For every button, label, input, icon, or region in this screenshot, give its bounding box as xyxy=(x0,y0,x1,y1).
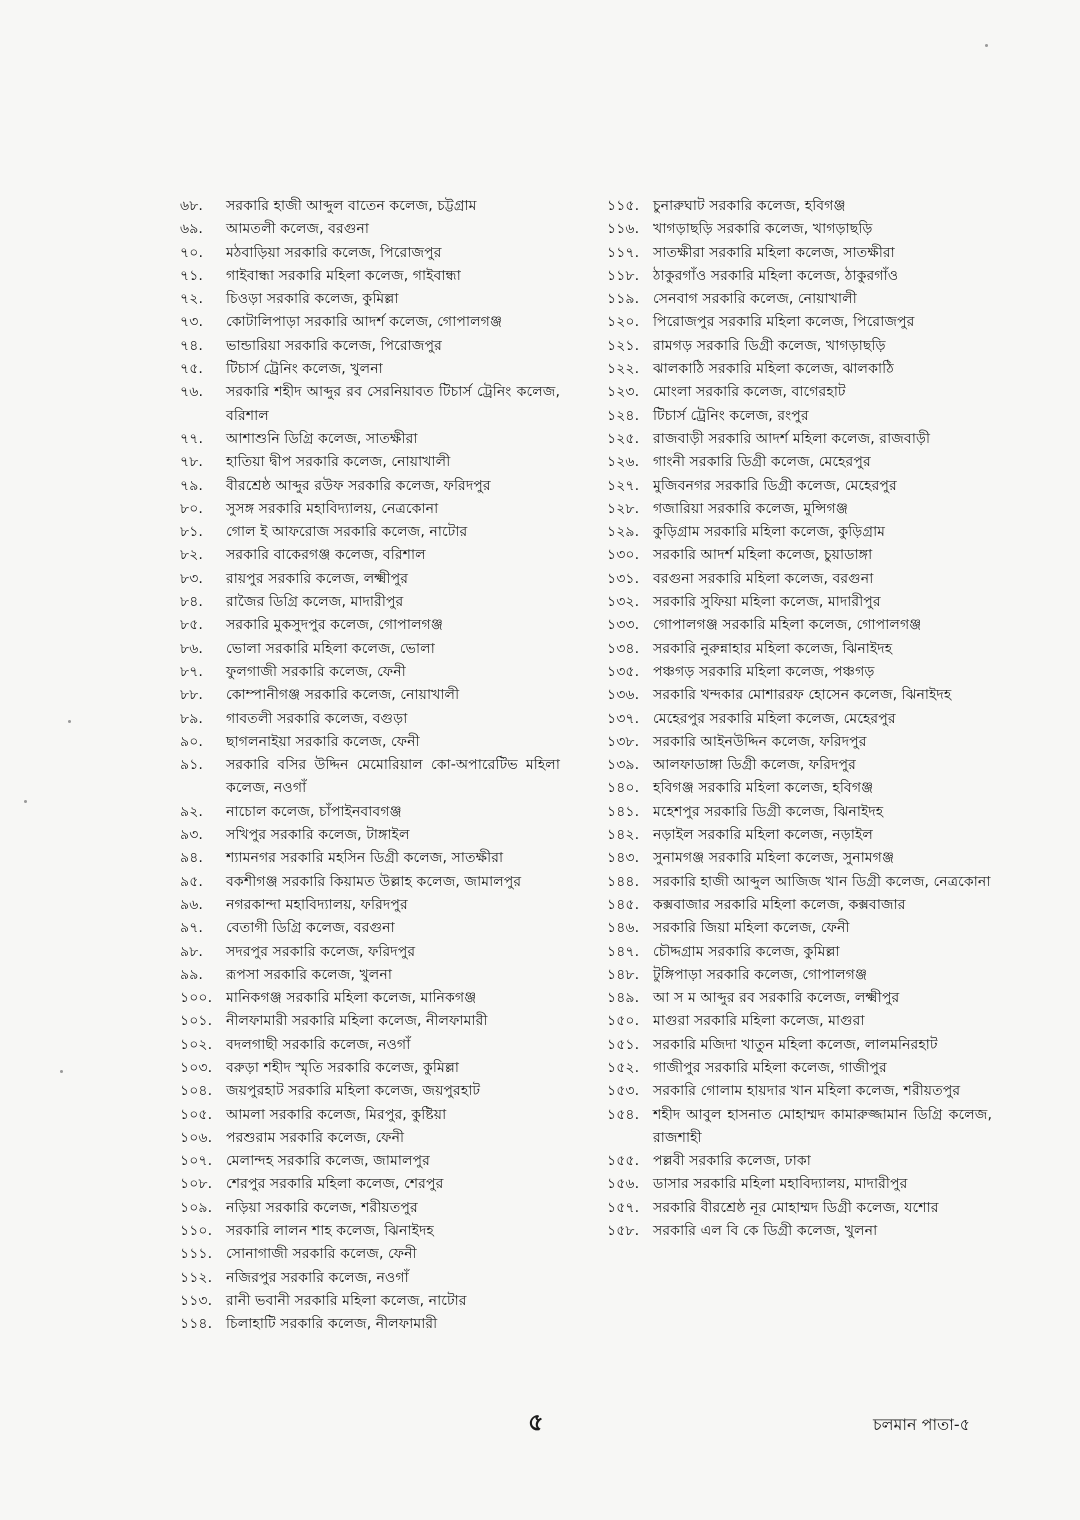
college-name: গোল ই আফরোজ সরকারি কলেজ, নাটোর xyxy=(226,524,468,541)
list-item-number: ৮১. xyxy=(180,524,203,541)
list-item xyxy=(607,1010,992,1033)
college-list-left xyxy=(180,195,560,1337)
list-item-number: ১৩১. xyxy=(607,570,640,587)
list-item-number: ১৩২. xyxy=(607,594,640,611)
college-name: চিলাহাটি সরকারি কলেজ, নীলফামারী xyxy=(226,1316,438,1333)
college-name: টিচার্স ট্রেনিং কলেজ, খুলনা xyxy=(226,361,383,378)
college-name: রামগড় সরকারি ডিগ্রী কলেজ, খাগড়াছড়ি xyxy=(653,337,886,354)
college-name: নড়িয়া সরকারি কলেজ, শরীয়তপুর xyxy=(226,1199,418,1216)
list-item xyxy=(607,1057,992,1080)
list-item xyxy=(607,754,992,777)
list-item-number: ১৫২. xyxy=(607,1059,640,1076)
college-name: সরকারি খন্দকার মোশাররফ হোসেন কলেজ, ঝিনাইদহ xyxy=(653,687,952,704)
list-item xyxy=(180,1034,560,1057)
list-item-number: ৭৯. xyxy=(180,477,203,494)
list-item-number: ৯১. xyxy=(180,757,203,774)
list-item xyxy=(180,358,560,381)
list-item-number: ৮৭. xyxy=(180,663,203,680)
list-item xyxy=(180,591,560,614)
college-name: সরকারি হাজী আব্দুল বাতেন কলেজ, চট্টগ্রাম xyxy=(226,198,477,214)
list-item-number: ১৫০. xyxy=(607,1013,640,1030)
list-item-number: ১৪৬. xyxy=(607,920,640,937)
list-item-number: ৮৩. xyxy=(180,570,203,587)
list-item-number: ১৩৫. xyxy=(607,663,640,680)
list-item xyxy=(607,1104,992,1151)
list-item xyxy=(607,521,992,544)
college-name: সরকারি এল বি কে ডিগ্রী কলেজ, খুলনা xyxy=(653,1223,878,1240)
list-item-number: ১৩৮. xyxy=(607,733,640,750)
list-item xyxy=(180,1104,560,1127)
list-item-number: ৯০. xyxy=(180,733,203,750)
list-item xyxy=(180,544,560,567)
college-name: মানিকগঞ্জ সরকারি মহিলা কলেজ, মানিকগঞ্জ xyxy=(226,990,477,1007)
list-item-number: ১৪৩. xyxy=(607,850,640,867)
scan-speck xyxy=(60,1070,63,1073)
list-item-number: ১০২. xyxy=(180,1036,213,1053)
list-item-number: ১২৯. xyxy=(607,524,640,541)
college-name: বেতাগী ডিগ্রি কলেজ, বরগুনা xyxy=(226,920,395,937)
list-item xyxy=(607,731,992,754)
college-name: সুনামগঞ্জ সরকারি মহিলা কলেজ, সুনামগঞ্জ xyxy=(653,850,895,867)
list-item xyxy=(607,311,992,334)
college-name: নগরকান্দা মহাবিদ্যালয়, ফরিদপুর xyxy=(226,896,408,913)
list-item-number: ১০৯. xyxy=(180,1199,213,1216)
list-item xyxy=(607,335,992,358)
college-name: পঞ্চগড় সরকারি মহিলা কলেজ, পঞ্চগড় xyxy=(653,663,875,680)
college-name: রাজবাড়ী সরকারি আদর্শ মহিলা কলেজ, রাজবাড়ী xyxy=(653,430,931,447)
list-item-number: ৮৯. xyxy=(180,710,203,727)
college-name: টিচার্স ট্রেনিং কলেজ, রংপুর xyxy=(653,407,809,424)
list-item-number: ১১২. xyxy=(180,1269,213,1286)
list-item xyxy=(180,754,560,801)
list-item-number: ১৪০. xyxy=(607,780,640,797)
list-item-number: ১০৮. xyxy=(180,1176,213,1193)
list-item xyxy=(607,195,992,218)
list-item-number: ১০০. xyxy=(180,990,213,1007)
college-name: সরকারি বাকেরগঞ্জ কলেজ, বরিশাল xyxy=(226,547,426,564)
college-name: কক্সবাজার সরকারি মহিলা কলেজ, কক্সবাজার xyxy=(653,896,906,913)
list-item-number: ১৩৬. xyxy=(607,687,640,704)
list-item-number: ৮৮. xyxy=(180,687,203,704)
list-item-number: ১৫৫. xyxy=(607,1153,640,1170)
list-item xyxy=(180,708,560,731)
list-item-number: ১৪৫. xyxy=(607,896,640,913)
college-name: কুড়িগ্রাম সরকারি মহিলা কলেজ, কুড়িগ্রাম xyxy=(653,524,886,541)
college-name: রায়পুর সরকারি কলেজ, লক্ষ্মীপুর xyxy=(226,570,409,587)
college-name: সরকারি আইনউদ্দিন কলেজ, ফরিদপুর xyxy=(653,733,867,750)
list-item xyxy=(180,475,560,498)
college-name: সরকারি বীরশ্রেষ্ঠ নূর মোহাম্মদ ডিগ্রী কলেজ, যশোর xyxy=(653,1199,939,1216)
list-item xyxy=(607,498,992,521)
list-item-number: ১২৭. xyxy=(607,477,640,494)
college-name: মোংলা সরকারি কলেজ, বাগেরহাট xyxy=(653,384,846,401)
college-name: ভোলা সরকারি মহিলা কলেজ, ভোলা xyxy=(226,640,435,657)
college-name: চৌদ্দগ্রাম সরকারি কলেজ, কুমিল্লা xyxy=(653,943,840,960)
list-item xyxy=(607,428,992,451)
list-item xyxy=(180,824,560,847)
list-item-number: ১০৬. xyxy=(180,1129,213,1146)
list-item xyxy=(180,917,560,940)
college-name: পল্লবী সরকারি কলেজ, ঢাকা xyxy=(653,1153,811,1170)
list-item-number: ১১৭. xyxy=(607,244,640,261)
list-item xyxy=(180,521,560,544)
list-item xyxy=(607,777,992,800)
list-item xyxy=(180,894,560,917)
college-name: আশাশুনি ডিগ্রি কলেজ, সাতক্ষীরা xyxy=(226,430,418,447)
list-item xyxy=(607,661,992,684)
list-item xyxy=(180,242,560,265)
list-item-number: ৮৪. xyxy=(180,594,203,611)
list-item-number: ৭৪. xyxy=(180,337,203,354)
list-item-number: ১৪৯. xyxy=(607,990,640,1007)
list-item xyxy=(607,684,992,707)
page-number: ৫ xyxy=(528,1408,544,1436)
list-item-number: ১০৩. xyxy=(180,1059,213,1076)
list-item xyxy=(607,824,992,847)
college-name: মেলান্দহ সরকারি কলেজ, জামালপুর xyxy=(226,1153,430,1170)
list-item-number: ৮৫. xyxy=(180,617,203,634)
college-name: কোটালিপাড়া সরকারি আদর্শ কলেজ, গোপালগঞ্জ xyxy=(226,314,503,331)
college-name: সাতক্ষীরা সরকারি মহিলা কলেজ, সাতক্ষীরা xyxy=(653,244,895,261)
college-name: সরকারি সুফিয়া মহিলা কলেজ, মাদারীপুর xyxy=(653,594,881,611)
list-item xyxy=(180,1173,560,1196)
list-item xyxy=(180,1150,560,1173)
college-name: সরকারি মুকসুদপুর কলেজ, গোপালগঞ্জ xyxy=(226,617,443,634)
college-name: গাবতলী সরকারি কলেজ, বগুড়া xyxy=(226,710,408,727)
college-name: পিরোজপুর সরকারি মহিলা কলেজ, পিরোজপুর xyxy=(653,314,915,331)
college-name: বরগুনা সরকারি মহিলা কলেজ, বরগুনা xyxy=(653,570,874,587)
college-name: জয়পুরহাট সরকারি মহিলা কলেজ, জয়পুরহাট xyxy=(226,1083,481,1100)
list-item xyxy=(180,288,560,311)
list-item-number: ৮০. xyxy=(180,500,203,517)
list-item-number: ১৫৪. xyxy=(607,1106,640,1123)
college-name: আমতলী কলেজ, বরগুনা xyxy=(226,221,369,238)
college-name: বকশীগঞ্জ সরকারি কিয়ামত উল্লাহ কলেজ, জামালপুর xyxy=(226,873,522,890)
list-item-number: ১০৭. xyxy=(180,1153,213,1170)
college-list-right xyxy=(607,195,992,1243)
list-item xyxy=(607,218,992,241)
college-name: শেরপুর সরকারি মহিলা কলেজ, শেরপুর xyxy=(226,1176,444,1193)
list-item xyxy=(607,1150,992,1173)
list-item-number: ১২১. xyxy=(607,337,640,354)
college-name: গোপালগঞ্জ সরকারি মহিলা কলেজ, গোপালগঞ্জ xyxy=(653,617,922,634)
college-name: মুজিবনগর সরকারি ডিগ্রী কলেজ, মেহেরপুর xyxy=(653,477,897,494)
list-item xyxy=(607,964,992,987)
scan-speck xyxy=(985,44,988,47)
college-name: রূপসা সরকারি কলেজ, খুলনা xyxy=(226,966,392,983)
list-item xyxy=(607,451,992,474)
list-item xyxy=(607,894,992,917)
college-name: সরকারি গোলাম হায়দার খান মহিলা কলেজ, শরীয়তপুর xyxy=(653,1083,961,1100)
list-item xyxy=(607,941,992,964)
list-item-number: ১১৬. xyxy=(607,221,640,238)
list-item xyxy=(607,1197,992,1220)
college-name: আলফাডাঙ্গা ডিগ্রী কলেজ, ফরিদপুর xyxy=(653,757,856,774)
list-item xyxy=(607,1173,992,1196)
list-item xyxy=(607,871,992,894)
list-item xyxy=(607,1220,992,1243)
list-item-number: ৭৮. xyxy=(180,454,203,471)
list-item-number: ১৩০. xyxy=(607,547,640,564)
scan-speck xyxy=(24,800,27,803)
list-item-number: ৭৭. xyxy=(180,430,203,447)
college-name: কোম্পানীগঞ্জ সরকারি কলেজ, নোয়াখালী xyxy=(226,687,460,704)
list-item xyxy=(607,987,992,1010)
list-item-number: ১৪২. xyxy=(607,827,640,844)
college-name: গজারিয়া সরকারি কলেজ, মুন্সিগঞ্জ xyxy=(653,500,848,517)
list-item xyxy=(607,405,992,428)
college-name: চিওড়া সরকারি কলেজ, কুমিল্লা xyxy=(226,291,399,308)
college-name: নাচোল কলেজ, চাঁপাইনবাবগঞ্জ xyxy=(226,803,402,820)
list-item-number: ১১৩. xyxy=(180,1292,213,1309)
list-item-number: ১৫১. xyxy=(607,1036,640,1053)
list-item xyxy=(180,428,560,451)
list-item-number: ১৫৩. xyxy=(607,1083,640,1100)
college-name: শহীদ আবুল হাসনাত মোহাম্মদ কামারুজ্জামান ডিগ্রি কলেজ, রাজশাহী xyxy=(653,1106,992,1146)
list-item xyxy=(180,684,560,707)
list-item xyxy=(180,1243,560,1266)
list-item xyxy=(180,1290,560,1313)
list-item xyxy=(180,218,560,241)
list-item xyxy=(607,358,992,381)
list-item xyxy=(180,1220,560,1243)
list-item xyxy=(180,964,560,987)
college-name: সরকারি বসির উদ্দিন মেমোরিয়াল কো-অপারেটিভ মহিলা কলেজ, নওগাঁ xyxy=(226,757,560,797)
college-name: রাজৈর ডিগ্রি কলেজ, মাদারীপুর xyxy=(226,594,404,611)
college-name: পরশুরাম সরকারি কলেজ, ফেনী xyxy=(226,1129,405,1146)
list-item-number: ৭০. xyxy=(180,244,203,261)
list-item xyxy=(180,568,560,591)
list-item xyxy=(180,731,560,754)
list-item xyxy=(180,451,560,474)
list-item xyxy=(607,591,992,614)
college-name: গাংনী সরকারি ডিগ্রী কলেজ, মেহেরপুর xyxy=(653,454,871,471)
list-item-number: ৭৫. xyxy=(180,361,203,378)
list-item xyxy=(607,242,992,265)
list-item xyxy=(180,661,560,684)
list-item xyxy=(607,544,992,567)
list-item xyxy=(607,568,992,591)
college-name: সরকারি আদর্শ মহিলা কলেজ, চুয়াডাঙ্গা xyxy=(653,547,873,564)
college-name: আমলা সরকারি কলেজ, মিরপুর, কুষ্টিয়া xyxy=(226,1106,447,1123)
list-item xyxy=(180,1057,560,1080)
list-item xyxy=(607,708,992,731)
college-name: গাজীপুর সরকারি মহিলা কলেজ, গাজীপুর xyxy=(653,1059,887,1076)
list-item xyxy=(607,638,992,661)
list-item-number: ১৩৯. xyxy=(607,757,640,774)
college-name: টুঙ্গিপাড়া সরকারি কলেজ, গোপালগঞ্জ xyxy=(653,966,868,983)
list-item-number: ১৪১. xyxy=(607,803,640,820)
list-item-number: ১৪৭. xyxy=(607,943,640,960)
list-item-number: ৯৭. xyxy=(180,920,203,937)
list-item xyxy=(607,801,992,824)
list-item xyxy=(180,1267,560,1290)
list-item-number: ৬৮. xyxy=(180,198,203,214)
college-name: ঝালকাঠি সরকারি মহিলা কলেজ, ঝালকাঠি xyxy=(653,361,894,378)
college-name: বরুড়া শহীদ স্মৃতি সরকারি কলেজ, কুমিল্লা xyxy=(226,1059,460,1076)
college-name: হাতিয়া দ্বীপ সরকারি কলেজ, নোয়াখালী xyxy=(226,454,451,471)
list-item-number: ৭২. xyxy=(180,291,203,308)
list-item-number: ১১১. xyxy=(180,1246,213,1263)
college-name: হবিগঞ্জ সরকারি মহিলা কলেজ, হবিগঞ্জ xyxy=(653,780,874,797)
college-name: নজিরপুর সরকারি কলেজ, নওগাঁ xyxy=(226,1269,409,1286)
list-item-number: ৯৮. xyxy=(180,943,203,960)
college-name: মহেশপুর সরকারি ডিগ্রী কলেজ, ঝিনাইদহ xyxy=(653,803,884,820)
list-item-number: ১২০. xyxy=(607,314,640,331)
college-name: ছাগলনাইয়া সরকারি কলেজ, ফেনী xyxy=(226,733,420,750)
college-name: সরকারি হাজী আব্দুল আজিজ খান ডিগ্রী কলেজ, নেত্রকোনা xyxy=(653,873,991,890)
list-item xyxy=(180,1127,560,1150)
list-item-number: ১০৫. xyxy=(180,1106,213,1123)
college-name: সরকারি লালন শাহ কলেজ, ঝিনাইদহ xyxy=(226,1223,434,1240)
list-item xyxy=(180,1080,560,1103)
list-item-number: ১০৪. xyxy=(180,1083,213,1100)
list-item xyxy=(180,195,560,218)
list-item xyxy=(180,941,560,964)
college-name: নীলফামারী সরকারি মহিলা কলেজ, নীলফামারী xyxy=(226,1013,488,1030)
list-item-number: ১৫৬. xyxy=(607,1176,640,1193)
list-item-number: ৭১. xyxy=(180,267,203,284)
list-item xyxy=(180,335,560,358)
college-name: খাগড়াছড়ি সরকারি কলেজ, খাগড়াছড়ি xyxy=(653,221,873,238)
list-item-number: ৮৬. xyxy=(180,640,203,657)
list-item xyxy=(180,801,560,824)
list-item xyxy=(180,265,560,288)
list-item xyxy=(607,288,992,311)
list-item-number: ১১০. xyxy=(180,1223,213,1240)
college-name: মঠবাড়িয়া সরকারি কলেজ, পিরোজপুর xyxy=(226,244,442,261)
list-item xyxy=(607,917,992,940)
list-item xyxy=(180,614,560,637)
list-item xyxy=(607,265,992,288)
list-item-number: ১২৬. xyxy=(607,454,640,471)
list-item xyxy=(180,381,560,428)
list-item xyxy=(180,1197,560,1220)
college-name: সরকারি নুরুন্নাহার মহিলা কলেজ, ঝিনাইদহ xyxy=(653,640,893,657)
college-name: গাইবান্ধা সরকারি মহিলা কলেজ, গাইবান্ধা xyxy=(226,267,461,284)
college-name: মাগুরা সরকারি মহিলা কলেজ, মাগুরা xyxy=(653,1013,865,1030)
list-item-number: ১২৮. xyxy=(607,500,640,517)
college-name: ফুলগাজী সরকারি কলেজ, ফেনী xyxy=(226,663,406,680)
list-item xyxy=(180,987,560,1010)
college-name: আ স ম আব্দুর রব সরকারি কলেজ, লক্ষ্মীপুর xyxy=(653,990,900,1007)
list-item-number: ৮২. xyxy=(180,547,203,564)
list-item-number: ১০১. xyxy=(180,1013,213,1030)
college-name: রানী ভবানী সরকারি মহিলা কলেজ, নাটোর xyxy=(226,1292,467,1309)
college-name: সুসঙ্গ সরকারি মহাবিদ্যালয়, নেত্রকোনা xyxy=(226,500,439,517)
college-name: সরকারি জিয়া মহিলা কলেজ, ফেনী xyxy=(653,920,850,937)
college-name: ডাসার সরকারি মহিলা মহাবিদ্যালয়, মাদারীপুর xyxy=(653,1176,908,1193)
college-name: সরকারি শহীদ আব্দুর রব সেরনিয়াবত টিচার্স ট্রেনিং কলেজ, বরিশাল xyxy=(226,384,560,424)
list-item xyxy=(607,614,992,637)
college-name: নড়াইল সরকারি মহিলা কলেজ, নড়াইল xyxy=(653,827,873,844)
list-item-number: ৭৩. xyxy=(180,314,203,331)
list-item xyxy=(180,871,560,894)
list-item xyxy=(607,1080,992,1103)
college-name: বদলগাছী সরকারি কলেজ, নওগাঁ xyxy=(226,1036,411,1053)
college-name: বীরশ্রেষ্ঠ আব্দুর রউফ সরকারি কলেজ, ফরিদপুর xyxy=(226,477,491,494)
list-item-number: ১২৫. xyxy=(607,430,640,447)
college-name: ঠাকুরগাঁও সরকারি মহিলা কলেজ, ঠাকুরগাঁও xyxy=(653,267,899,284)
list-item xyxy=(180,638,560,661)
scan-speck xyxy=(68,720,71,723)
list-item-number: ৯৪. xyxy=(180,850,203,867)
list-item-number: ৯৯. xyxy=(180,966,203,983)
list-item-number: ১৪৮. xyxy=(607,966,640,983)
college-name: সেনবাগ সরকারি কলেজ, নোয়াখালী xyxy=(653,291,857,308)
list-item-number: ১১৮. xyxy=(607,267,640,284)
list-item-number: ১৫৮. xyxy=(607,1223,640,1240)
list-item-number: ১৫৭. xyxy=(607,1199,640,1216)
college-name: ভান্ডারিয়া সরকারি কলেজ, পিরোজপুর xyxy=(226,337,442,354)
list-item xyxy=(607,1034,992,1057)
list-item-number: ১২৪. xyxy=(607,407,640,424)
college-name: সদরপুর সরকারি কলেজ, ফরিদপুর xyxy=(226,943,416,960)
list-item-number: ১১৫. xyxy=(607,198,640,214)
list-item-number: ১৪৪. xyxy=(607,873,640,890)
list-item xyxy=(607,475,992,498)
college-name: চুনারুঘাট সরকারি কলেজ, হবিগঞ্জ xyxy=(653,198,846,214)
list-item-number: ১১৯. xyxy=(607,291,640,308)
list-item-number: ৯২. xyxy=(180,803,203,820)
college-name: শ্যামনগর সরকারি মহসিন ডিগ্রী কলেজ, সাতক্ষীরা xyxy=(226,850,504,867)
list-item-number: ১৩৪. xyxy=(607,640,640,657)
list-item-number: ১৩৩. xyxy=(607,617,640,634)
college-name: সোনাগাজী সরকারি কলেজ, ফেনী xyxy=(226,1246,417,1263)
list-item xyxy=(607,847,992,870)
list-item-number: ৯৫. xyxy=(180,873,203,890)
list-item-number: ১২৩. xyxy=(607,384,640,401)
list-item xyxy=(180,1010,560,1033)
college-name: সখিপুর সরকারি কলেজ, টাঙ্গাইল xyxy=(226,827,410,844)
list-item xyxy=(607,381,992,404)
list-item-number: ১১৪. xyxy=(180,1316,213,1333)
continued-page-label: চলমান পাতা-৫ xyxy=(872,1415,970,1434)
list-item xyxy=(180,847,560,870)
list-item xyxy=(180,311,560,334)
list-item-number: ৯৩. xyxy=(180,827,203,844)
list-item-number: ৭৬. xyxy=(180,384,203,401)
list-item xyxy=(180,498,560,521)
list-item-number: ৯৬. xyxy=(180,896,203,913)
list-item-number: ১৩৭. xyxy=(607,710,640,727)
college-name: মেহেরপুর সরকারি মহিলা কলেজ, মেহেরপুর xyxy=(653,710,896,727)
college-name: সরকারি মজিদা খাতুন মহিলা কলেজ, লালমনিরহাট xyxy=(653,1036,938,1053)
list-item-number: ১২২. xyxy=(607,361,640,378)
list-item xyxy=(180,1313,560,1336)
list-item-number: ৬৯. xyxy=(180,221,203,238)
